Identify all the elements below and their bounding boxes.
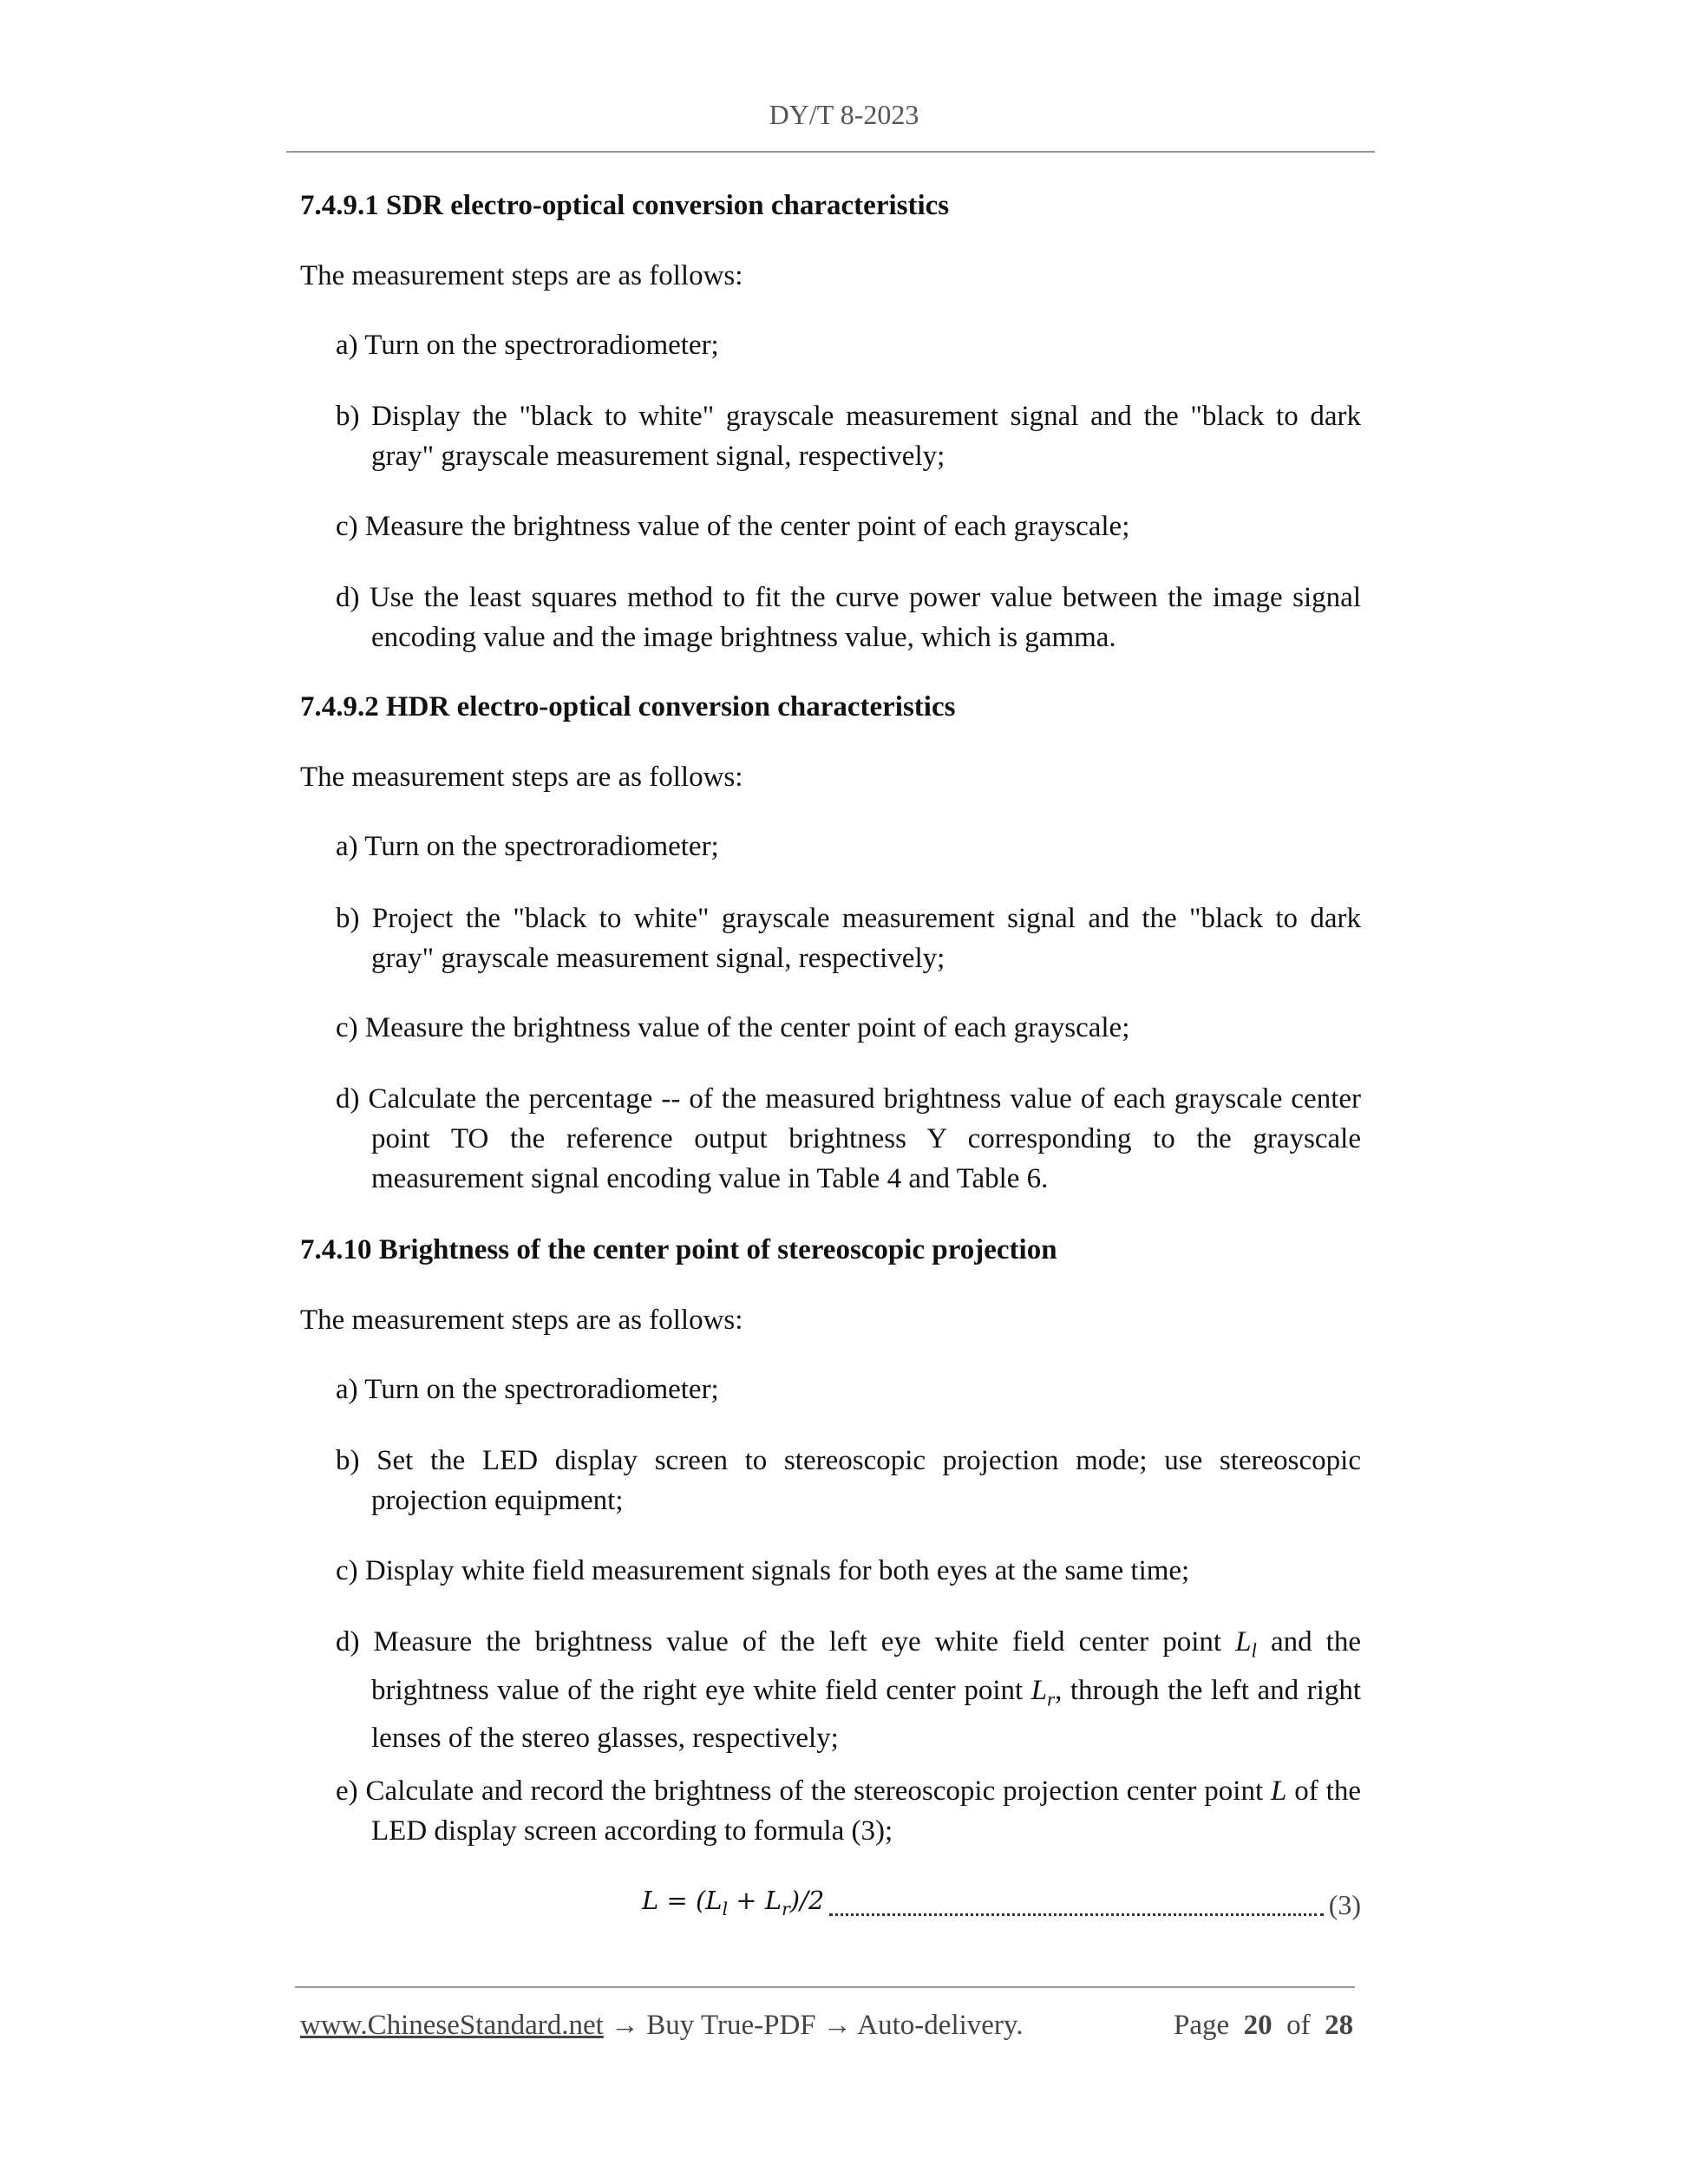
list-item: b) Set the LED display screen to stereoscopic projection mode; use stereoscopic projection equipment;: [336, 1445, 1361, 1516]
step-text: d) Measure the brightness value of the left eye white field center point: [336, 1626, 1236, 1658]
document-id-header: DY/T 8-2023: [769, 99, 919, 130]
formula-part: )/2: [789, 1886, 825, 1915]
formula-subscript: r: [782, 1898, 790, 1919]
page-of: of: [1286, 2010, 1311, 2041]
footer-promo: [300, 2006, 1024, 2044]
list-item: c) Display white field measurement signals for both eyes at the same time;: [336, 1555, 1190, 1586]
list-item: a) Turn on the spectroradiometer;: [336, 1374, 719, 1405]
list-item: d) Use the least squares method to fit the curve power value between the image signal encoding value and the image brightness value, which is gamma.: [336, 582, 1361, 653]
page-total: 28: [1325, 2010, 1354, 2041]
footer-divider: [295, 1986, 1355, 1988]
section-intro: The measurement steps are as follows:: [300, 762, 743, 793]
formula-part: + L: [728, 1886, 782, 1915]
formula-number: (3): [1328, 1888, 1361, 1920]
subscript: l: [1251, 1638, 1257, 1662]
list-item: d) Calculate the percentage -- of the measured brightness value of each grayscale center point TO the reference output brightness Y corresponding to the grayscale measurement signal encoding value in Table 4 and Table 6.: [336, 1083, 1361, 1194]
website-link[interactable]: www.ChineseStandard.net: [300, 2010, 604, 2041]
list-item: a) Turn on the spectroradiometer;: [336, 330, 719, 361]
page-label: Page: [1174, 2010, 1230, 2041]
list-item: [336, 1622, 1361, 1758]
section-heading: 7.4.9.1 SDR electro-optical conversion characteristics: [300, 190, 950, 221]
step-text: e) Calculate and record the brightness of the stereoscopic projection center point: [336, 1775, 1272, 1807]
section-heading: 7.4.10 Brightness of the center point of stereoscopic projection: [300, 1234, 1057, 1265]
section-heading: 7.4.9.2 HDR electro-optical conversion characteristics: [300, 691, 956, 723]
variable: L: [1030, 1674, 1048, 1706]
list-item: c) Measure the brightness value of the center point of each grayscale;: [336, 511, 1130, 542]
list-item: b) Display the "black to white" grayscale measurement signal and the "black to dark gray" grayscale measurement signal, respectively;: [336, 401, 1361, 472]
section-intro: The measurement steps are as follows:: [300, 260, 743, 291]
step-text: and the brightness value of the right eye white field center point: [371, 1626, 1361, 1706]
variable: L: [1235, 1626, 1252, 1658]
list-item: a) Turn on the spectroradiometer;: [336, 831, 719, 862]
list-item: c) Measure the brightness value of the center point of each grayscale;: [336, 1012, 1130, 1043]
step-text: , through the left and right lenses of the stereo glasses, respectively;: [371, 1674, 1361, 1755]
subscript: r: [1047, 1687, 1056, 1710]
header-divider: [286, 151, 1375, 153]
page-number: 20: [1243, 2010, 1273, 2041]
list-item: b) Project the "black to white" grayscale measurement signal and the "black to dark gray" grayscale measurement signal, respectively;: [336, 903, 1361, 974]
formula-expression: [642, 1880, 824, 1929]
formula-part: L = (L: [642, 1886, 723, 1915]
page-indicator: [1174, 2006, 1353, 2044]
footer-text: → Buy True-PDF → Auto-delivery.: [603, 2010, 1024, 2041]
list-item: [336, 1771, 1361, 1851]
formula-subscript: l: [722, 1898, 729, 1919]
formula-3: [286, 1880, 1361, 1929]
variable: L: [1271, 1775, 1287, 1807]
step-text: of the LED display screen according to formula (3);: [371, 1775, 1361, 1847]
dot-leader: [829, 1893, 1323, 1916]
section-intro: The measurement steps are as follows:: [300, 1305, 743, 1336]
